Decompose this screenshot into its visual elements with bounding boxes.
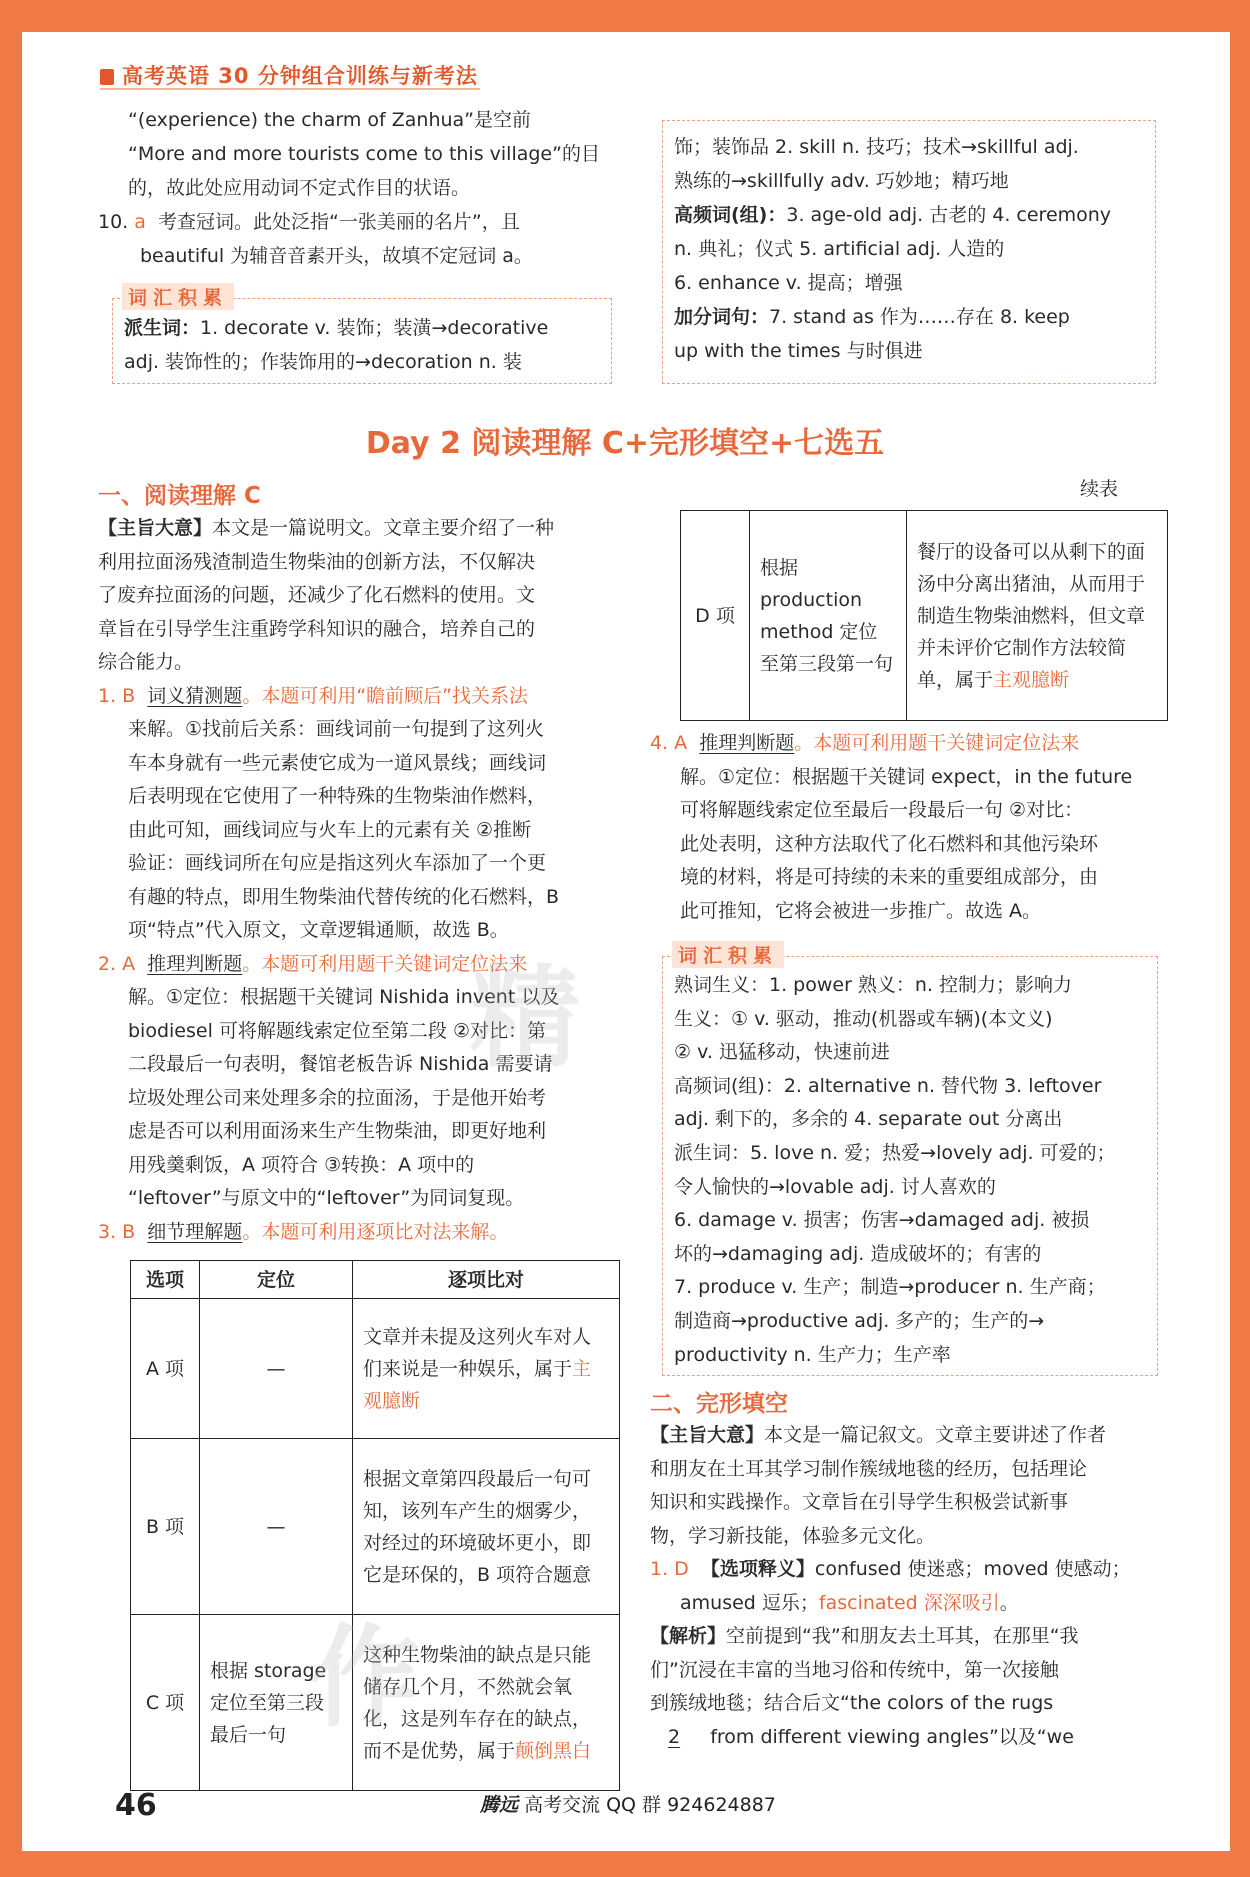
- answer: 4. A: [650, 732, 688, 754]
- table-row: [131, 1299, 620, 1439]
- text-line: 可将解题线索定位至最后一段最后一句 ②对比：: [680, 799, 1084, 821]
- text-line: 利用拉面汤残渣制造生物柴油的创新方法，不仅解决: [98, 550, 536, 573]
- vocab-line: productivity n. 生产力；生产率: [674, 1343, 951, 1366]
- compare-text: 文章并未提及这列火车对人们来说是一种娱乐，属于: [363, 1325, 592, 1380]
- blank-number: 2: [668, 1725, 681, 1748]
- watermark: 精: [470, 954, 580, 1082]
- frame-bottom: [0, 1851, 1250, 1877]
- q10-text2: beautiful 为辅音音素开头，故填不定冠词 a。: [140, 245, 533, 267]
- options-label: 【选项释义】: [700, 1558, 815, 1580]
- text-line: 由此可知，画线词应与火车上的元素有关 ②推断: [128, 818, 532, 841]
- th-option: 选项: [131, 1261, 200, 1299]
- day-title: Day 2 阅读理解 C+完形填空+七选五: [365, 426, 885, 461]
- text-line: from different viewing angles”以及“we: [710, 1725, 1074, 1748]
- question-type: 推理判断题: [699, 732, 795, 754]
- frame-right: [1230, 0, 1250, 1877]
- vocab2-text: [674, 969, 1158, 1372]
- cell-option: B 项: [131, 1439, 200, 1615]
- cell-option: A 项: [131, 1299, 200, 1439]
- method: 。本题可利用“瞻前顾后”找关系法: [242, 684, 528, 707]
- compare-tag: 主观臆断: [363, 1357, 592, 1412]
- text-line: 到簇绒地毯；结合后文“the colors of the rugs: [650, 1692, 1054, 1714]
- cell-option: D 项: [681, 511, 750, 721]
- header-underline: [100, 88, 480, 90]
- vocab-line: 令人愉快的→lovable adj. 讨人喜欢的: [674, 1175, 996, 1198]
- text-line: 了废弃拉面汤的问题，还减少了化石燃料的使用。文: [98, 584, 536, 606]
- top-left-text: [128, 103, 618, 205]
- analysis-label: 【解析】: [650, 1625, 727, 1647]
- text-line: 知识和实践操作。文章旨在引导学生积极尝试新事: [650, 1491, 1069, 1513]
- answer: 3. B: [98, 1220, 136, 1243]
- cell-compare: [353, 1439, 620, 1615]
- q1-head: [98, 680, 618, 714]
- vocab1-right-text: [674, 130, 1158, 368]
- answer-meaning: fascinated 深深吸引: [818, 1591, 1000, 1614]
- text-line: “More and more tourists come to this village”的目: [128, 143, 600, 165]
- text-line: 后表明现在它使用了一种特殊的生物柴油作燃料，: [128, 785, 547, 807]
- section-1-title: 一、阅读理解 C: [98, 483, 261, 509]
- text-line: 本文是一篇说明文。文章主要介绍了一种: [212, 517, 555, 539]
- watermark: 作: [310, 1614, 420, 1742]
- cell-location: 根据 storage 定位至第三段最后一句: [200, 1615, 353, 1791]
- text-line: 虑是否可以利用面汤来生产生物柴油，即更好地利: [128, 1120, 547, 1142]
- q10-number: 10.: [98, 211, 129, 233]
- cell-compare: [907, 511, 1168, 721]
- vocab-line: 生义：① v. 驱动，推动(机器或车辆)(本文义): [674, 1007, 1053, 1030]
- question-type: 推理判断题: [147, 952, 243, 975]
- text-line: 二段最后一句表明，餐馆老板告诉 Nishida 需要请: [128, 1053, 553, 1075]
- compare-text: 餐厅的设备可以从剩下的面汤中分离出猪油，从而用于制造生物柴油燃料，但文章并未评价它制作方法较简单，属于: [917, 540, 1146, 691]
- text-line: 车本身就有一些元素使它成为一道风景线；画线词: [128, 751, 547, 774]
- vocab-label: 加分词句：: [674, 306, 770, 328]
- text-line: confused 使迷惑；moved 使感动；: [814, 1558, 1131, 1580]
- text-line: 综合能力。: [98, 651, 194, 673]
- footer-brand: 腾远: [480, 1794, 519, 1816]
- answer: 1. D: [650, 1558, 689, 1580]
- vocab-line: 坏的→damaging adj. 造成破坏的；有害的: [674, 1242, 1042, 1265]
- vocab-line: 3. age-old adj. 古老的 4. ceremony: [786, 204, 1112, 226]
- main-idea-label: 【主旨大意】: [98, 517, 213, 539]
- cell-location: 根据 production method 定位至第三段第一句: [750, 511, 907, 721]
- q10-text: 考查冠词。此处泛指“一张美丽的名片”，且: [158, 211, 520, 233]
- text-line: 的，故此处应用动词不定式作目的状语。: [128, 177, 471, 199]
- vocab1-left-text: [124, 311, 614, 379]
- question-type: 细节理解题: [147, 1220, 243, 1243]
- text-line: 解。①定位：根据题干关键词 expect，in the future: [680, 765, 1133, 788]
- text-line: 章旨在引导学生注重跨学科知识的融合，培养自己的: [98, 617, 536, 640]
- cell-compare: [353, 1299, 620, 1439]
- table-row: [131, 1615, 620, 1791]
- page-number: 46: [115, 1788, 157, 1823]
- vocab-line: ② v. 迅猛移动，快速前进: [674, 1041, 890, 1064]
- continued-label: 续表: [1080, 478, 1119, 500]
- q10-answer: a: [134, 211, 146, 233]
- text-line: 有趣的特点，即用生物柴油代替传统的化石燃料，B: [128, 885, 560, 908]
- book-icon: [100, 69, 114, 85]
- cell-location: —: [200, 1299, 353, 1439]
- running-header: [100, 60, 478, 90]
- vocab-line: 派生词：5. love n. 爱；热爱→lovely adj. 可爱的；: [674, 1141, 1116, 1164]
- header-title: 高考英语 30 分钟组合训练与新考法: [122, 64, 478, 88]
- th-compare: 逐项比对: [353, 1261, 620, 1299]
- compare-tag: 颠倒黑白: [515, 1739, 592, 1762]
- section-2-body: [650, 1419, 1170, 1754]
- text-line: amused 逗乐；: [680, 1591, 819, 1614]
- answer: 1. B: [98, 684, 136, 707]
- text-line: 垃圾处理公司来处理多余的拉面汤，于是他开始考: [128, 1086, 547, 1109]
- section-2-title: 二、完形填空: [650, 1391, 788, 1417]
- vocab-line: adj. 剩下的，多余的 4. separate out 分离出: [674, 1108, 1063, 1131]
- question-type: 词义猜测题: [147, 684, 243, 707]
- footer-text: 高考交流 QQ 群 924624887: [524, 1794, 776, 1816]
- vocab-line: 熟练的→skillfully adv. 巧妙地；精巧地: [674, 170, 1009, 192]
- th-location: 定位: [200, 1261, 353, 1299]
- vocab-line: 制造商→productive adj. 多产的；生产的→: [674, 1309, 1045, 1332]
- text-line: 此可推知，它将会被进一步推广。故选 A。: [680, 899, 1042, 922]
- text-line: 来解。①找前后关系：画线词前一句提到了这列火: [128, 718, 545, 740]
- vocab-line: 1. decorate v. 装饰；装潢→decorative: [200, 317, 549, 339]
- vocab-title-2: 词汇积累: [672, 941, 784, 968]
- cell-compare: [353, 1615, 620, 1791]
- footer: [480, 1790, 776, 1817]
- text-line: “(experience) the charm of Zanhua”是空前: [128, 109, 532, 131]
- frame-top: [0, 0, 1250, 32]
- punct: 。: [999, 1591, 1019, 1614]
- vocab-label: 派生词：: [124, 317, 201, 339]
- text-line: 境的材料，将是可持续的未来的重要组成部分，由: [680, 866, 1099, 888]
- vocab-title-1: 词汇积累: [122, 283, 234, 310]
- vocab-line: 7. stand as 作为……存在 8. keep: [769, 306, 1070, 328]
- cell-option: C 项: [131, 1615, 200, 1791]
- q3-table: [130, 1260, 620, 1791]
- q2-head: [98, 948, 618, 982]
- text-line: biodiesel 可将解题线索定位至第二段 ②对比：第: [128, 1019, 546, 1042]
- text-line: 验证：画线词所在句应是指这列火车添加了一个更: [128, 852, 547, 874]
- compare-text: 这种生物柴油的缺点是只能储存几个月，不然就会氧化，这是列车存在的缺点，而不是优势，属于: [363, 1643, 592, 1762]
- vocab-line: n. 典礼；仪式 5. artificial adj. 人造的: [674, 238, 1005, 260]
- vocab-label: 高频词(组)：: [674, 204, 787, 226]
- text-line: “leftover”与原文中的“leftover”为同词复现。: [128, 1187, 525, 1209]
- text-line: 空前提到“我”和朋友去土耳其，在那里“我: [726, 1625, 1079, 1647]
- table-row: [681, 511, 1168, 721]
- vocab-line: 6. damage v. 损害；伤害→damaged adj. 被损: [674, 1209, 1090, 1232]
- vocab-line: 6. enhance v. 提高；增强: [674, 272, 903, 294]
- main-idea-label: 【主旨大意】: [650, 1424, 765, 1446]
- q4-block: [650, 727, 1175, 928]
- cell-location: —: [200, 1439, 353, 1615]
- section-1-body: [98, 512, 618, 1249]
- answer: 2. A: [98, 952, 136, 975]
- method: 。本题可利用题干关键词定位法来: [242, 952, 528, 975]
- d-table: [680, 510, 1168, 721]
- vocab-line: 熟词生义：1. power 熟义：n. 控制力；影响力: [674, 974, 1073, 996]
- text-line: 本文是一篇记叙文。文章主要讲述了作者: [764, 1424, 1107, 1446]
- text-line: 用残羹剩饭，A 项符合 ③转换：A 项中的: [128, 1153, 475, 1176]
- vocab-line: up with the times 与时俱进: [674, 340, 923, 362]
- table-row: [131, 1439, 620, 1615]
- vocab-line: 7. produce v. 生产；制造→producer n. 生产商；: [674, 1276, 1106, 1299]
- vocab-line: adj. 装饰性的；作装饰用的→decoration n. 装: [124, 351, 522, 373]
- text-line: 解。①定位：根据题干关键词 Nishida invent 以及: [128, 986, 560, 1008]
- text-line: 物，学习新技能，体验多元文化。: [650, 1524, 936, 1547]
- vocab-line: 饰；装饰品 2. skill n. 技巧；技术→skillful adj.: [674, 136, 1079, 158]
- text-line: 和朋友在土耳其学习制作簇绒地毯的经历，包括理论: [650, 1457, 1088, 1480]
- text-line: 此处表明，这种方法取代了化石燃料和其他污染环: [680, 832, 1099, 855]
- frame-left: [0, 0, 22, 1877]
- q3-head: [98, 1216, 618, 1250]
- q10: [98, 205, 618, 273]
- method: 。本题可利用题干关键词定位法来: [794, 732, 1080, 754]
- vocab-line: 高频词(组)：2. alternative n. 替代物 3. leftover: [674, 1074, 1102, 1097]
- text-line: 项“特点”代入原文，文章逻辑通顺，故选 B。: [128, 919, 509, 941]
- compare-text: 根据文章第四段最后一句可知，该列车产生的烟雾少，对经过的环境破坏更小，即它是环保的，B 项符合题意: [363, 1467, 592, 1586]
- compare-tag: 主观臆断: [993, 668, 1070, 691]
- text-line: 们”沉浸在丰富的当地习俗和传统中，第一次接触: [650, 1658, 1059, 1681]
- method: 。本题可利用逐项比对法来解。: [242, 1220, 509, 1243]
